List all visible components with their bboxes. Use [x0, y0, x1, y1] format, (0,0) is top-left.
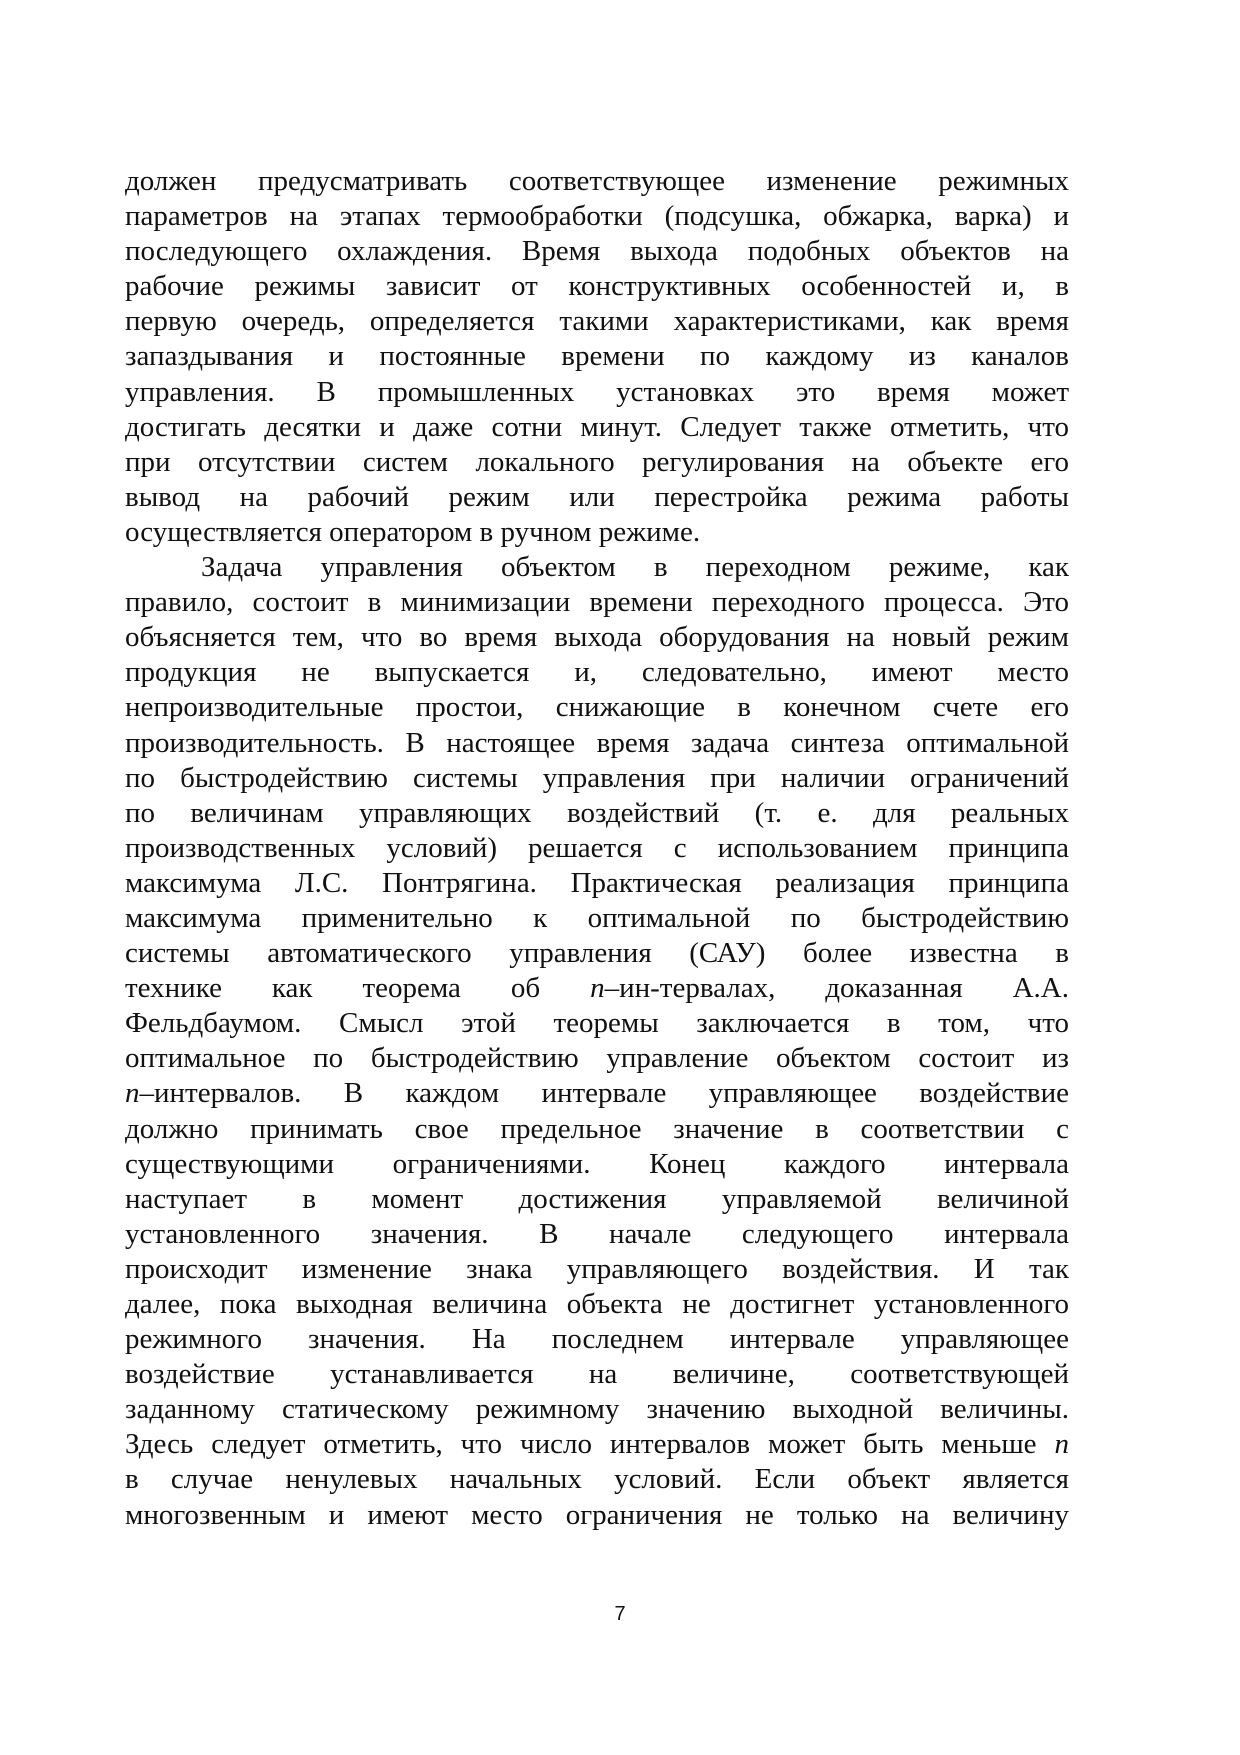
text-line: непроизводительные простои, снижающие в конечном счете его [125, 691, 1069, 724]
text-line: существующими ограничениями. Конец каждого интервала [125, 1147, 1069, 1180]
text-line: первую очередь, определяется такими характеристиками, как время [125, 305, 1069, 338]
text-line: по величинам управляющих воздействий (т. е. для реальных [125, 796, 1069, 829]
text-line: многозвенным и имеют место ограничения не только на величину [125, 1498, 1069, 1531]
text-line: достигать десятки и даже сотни минут. Следует также отметить, что [125, 410, 1069, 443]
italic-variable: n [590, 972, 605, 1005]
text-line: максимума применительно к оптимальной по быстродействию [125, 901, 1069, 934]
text-line [125, 971, 1069, 1006]
text-line: последующего охлаждения. Время выхода подобных объектов на [125, 235, 1069, 268]
text-line: правило, состоит в минимизации времени переходного процесса. Это [125, 586, 1069, 619]
text-line: режимного значения. На последнем интервале управляющее [125, 1323, 1069, 1356]
text-run: Здесь следует отметить, что число интервалов может быть меньше [125, 1428, 1055, 1461]
text-line: наступает в момент достижения управляемой величиной [125, 1182, 1069, 1215]
text-line: по быстродействию системы управления при наличии ограничений [125, 761, 1069, 794]
text-line: воздействие устанавливается на величине, соответствующей [125, 1358, 1069, 1391]
text-run: –интервалов. В каждом интервале управляющее воздействие [139, 1077, 1069, 1110]
text-line: производственных условий) решается с использованием принципа [125, 831, 1069, 864]
text-line: максимума Л.С. Понтрягина. Практическая реализация принципа [125, 866, 1069, 899]
text-line: продукция не выпускается и, следовательно, имеют место [125, 656, 1069, 689]
text-line: осуществляется оператором в ручном режиме. [125, 515, 701, 548]
text-line: системы автоматического управления (САУ) более известна в [125, 937, 1069, 970]
text-run: технике как теорема об [125, 972, 591, 1005]
text-line: вывод на рабочий режим или перестройка режима работы [125, 480, 1069, 513]
text-line: в случае ненулевых начальных условий. Если объект является [125, 1463, 1069, 1496]
text-line: запаздывания и постоянные времени по каждому из каналов [125, 340, 1069, 373]
text-line [125, 1076, 1069, 1111]
text-line: объясняется тем, что во время выхода оборудования на новый режим [125, 621, 1069, 654]
page-number: 7 [614, 1603, 626, 1625]
text-line: установленного значения. В начале следующего интервала [125, 1217, 1069, 1250]
text-run: –ин-тервалах, доказанная А.А. [604, 972, 1070, 1005]
text-line: управления. В промышленных установках это время может [125, 375, 1069, 408]
text-line: заданному статическому режимному значению выходной величины. [125, 1393, 1069, 1426]
italic-variable: n [125, 1077, 140, 1110]
text-line: Фельдбаумом. Смысл этой теоремы заключается в том, что [125, 1007, 1069, 1040]
text-line: происходит изменение знака управляющего воздействия. И так [125, 1252, 1069, 1285]
text-line: Задача управления объектом в переходном режиме, как [201, 551, 1069, 584]
text-line: далее, пока выходная величина объекта не достигнет установленного [125, 1288, 1069, 1320]
text-line: производительность. В настоящее время задача синтеза оптимальной [125, 726, 1069, 759]
text-line [125, 1427, 1069, 1462]
text-line: должен предусматривать соответствующее изменение режимных [125, 165, 1069, 197]
text-line: рабочие режимы зависит от конструктивных особенностей и, в [125, 270, 1069, 303]
text-line: параметров на этапах термообработки (подсушка, обжарка, варка) и [125, 200, 1069, 233]
italic-variable: n [1054, 1428, 1069, 1461]
text-line: должно принимать свое предельное значение в соответствии с [125, 1112, 1069, 1145]
body-text [125, 164, 1069, 1533]
text-line: при отсутствии систем локального регулирования на объекте его [125, 445, 1069, 478]
text-line: оптимальное по быстродействию управление объектом состоит из [125, 1042, 1069, 1075]
